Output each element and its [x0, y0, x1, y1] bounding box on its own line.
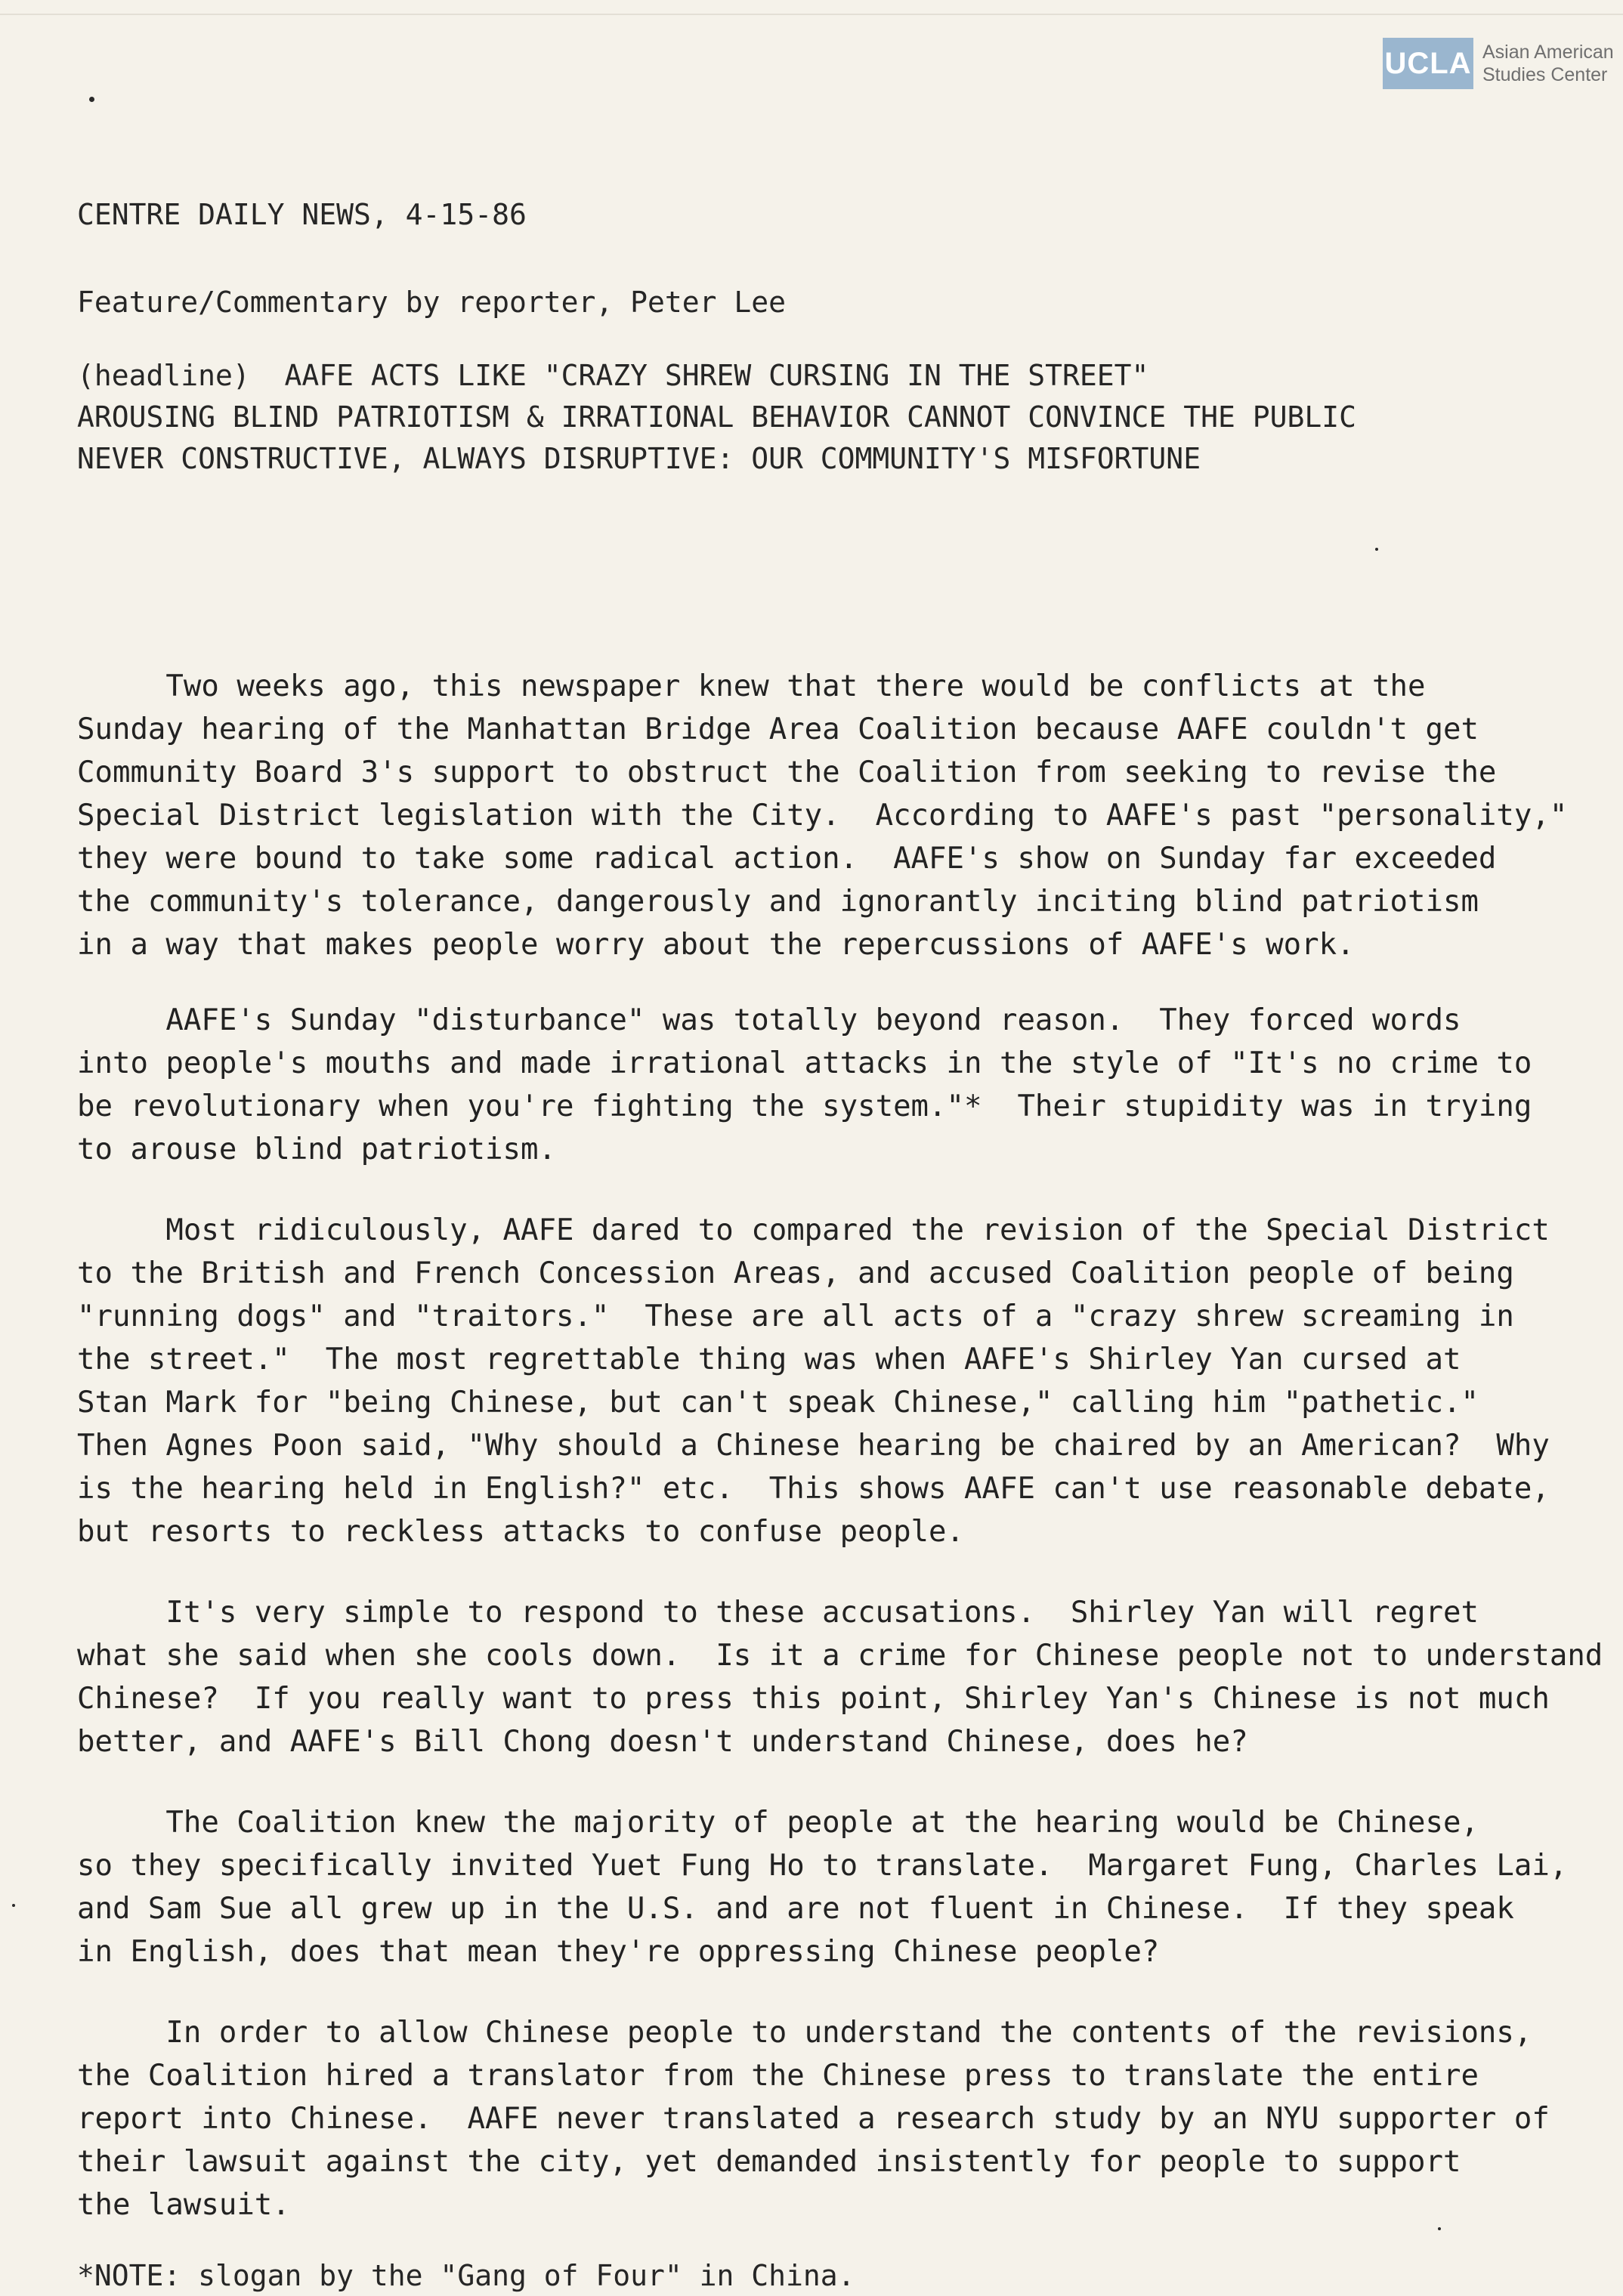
text-line: The Coalition knew the majority of people at the hearing would be Chinese, [77, 1806, 1479, 1840]
text-line: It's very simple to respond to these accusations. Shirley Yan will regret [77, 1596, 1479, 1630]
text-line: and Sam Sue all grew up in the U.S. and are not fluent in Chinese. If they speak [77, 1892, 1514, 1926]
text-line: AAFE's Sunday "disturbance" was totally beyond reason. They forced words [77, 1003, 1461, 1037]
text-line: but resorts to reckless attacks to confuse people. [77, 1515, 964, 1549]
center-name-line-1: Asian American [1482, 42, 1614, 63]
text-line: is the hearing held in English?" etc. This shows AAFE can't use reasonable debate, [77, 1472, 1550, 1506]
text-line: the street." The most regrettable thing was when AAFE's Shirley Yan cursed at [77, 1343, 1461, 1377]
text-line: In order to allow Chinese people to understand the contents of the revisions, [77, 2016, 1532, 2050]
text-line: Most ridiculously, AAFE dared to compared the revision of the Special District [77, 1213, 1550, 1247]
text-line: Then Agnes Poon said, "Why should a Chinese hearing be chaired by an American? Why [77, 1429, 1550, 1463]
text-line: they were bound to take some radical action. AAFE's show on Sunday far exceeded [77, 842, 1497, 876]
ink-speck [1438, 2227, 1441, 2230]
byline: Feature/Commentary by reporter, Peter Lee [77, 286, 786, 319]
headline-line-1: (headline) AAFE ACTS LIKE "CRAZY SHREW CURSING IN THE STREET" [77, 359, 1149, 392]
text-line: the lawsuit. [77, 2188, 290, 2222]
source-line: CENTRE DAILY NEWS, 4-15-86 [77, 198, 527, 231]
text-line: into people's mouths and made irrational attacks in the style of "It's no crime to [77, 1046, 1532, 1080]
text-line: to arouse blind patriotism. [77, 1133, 556, 1167]
footnote: *NOTE: slogan by the "Gang of Four" in China. [77, 2259, 855, 2292]
text-line: in a way that makes people worry about the repercussions of AAFE's work. [77, 928, 1355, 962]
ink-speck [89, 97, 94, 102]
text-line: Two weeks ago, this newspaper knew that there would be conflicts at the [77, 669, 1426, 703]
text-line: Stan Mark for "being Chinese, but can't speak Chinese," calling him "pathetic." [77, 1386, 1479, 1420]
text-line: "running dogs" and "traitors." These are all acts of a "crazy shrew screaming in [77, 1299, 1514, 1333]
text-line: to the British and French Concession Areas, and accused Coalition people of being [77, 1256, 1514, 1290]
text-line: better, and AAFE's Bill Chong doesn't understand Chinese, does he? [77, 1725, 1248, 1759]
body-paragraph-3 [77, 1209, 1558, 1553]
body-paragraph-6 [77, 2011, 1558, 2226]
center-name-line-2: Studies Center [1482, 64, 1608, 85]
body-paragraph-1 [77, 665, 1568, 966]
ucla-logo: UCLA [1383, 38, 1473, 89]
headline-line-2: AROUSING BLIND PATRIOTISM & IRRATIONAL BEHAVIOR CANNOT CONVINCE THE PUBLIC [77, 400, 1356, 434]
text-line: the community's tolerance, dangerously and ignorantly inciting blind patriotism [77, 885, 1479, 919]
page-edge-rule [0, 14, 1623, 15]
ink-speck [12, 1904, 15, 1907]
text-line: what she said when she cools down. Is it a crime for Chinese people not to understand [77, 1639, 1603, 1673]
text-line: their lawsuit against the city, yet demanded insistently for people to support [77, 2145, 1461, 2179]
text-line: the Coalition hired a translator from the Chinese press to translate the entire [77, 2059, 1479, 2093]
text-line: Sunday hearing of the Manhattan Bridge Area Coalition because AAFE couldn't get [77, 712, 1479, 746]
text-line: so they specifically invited Yuet Fung Ho to translate. Margaret Fung, Charles Lai, [77, 1849, 1568, 1883]
body-paragraph-5 [77, 1801, 1568, 1973]
text-line: Chinese? If you really want to press this point, Shirley Yan's Chinese is not much [77, 1682, 1550, 1716]
body-paragraph-4 [77, 1591, 1603, 1763]
ink-speck [1375, 548, 1378, 551]
text-line: in English, does that mean they're oppressing Chinese people? [77, 1935, 1160, 1969]
text-line: Community Board 3's support to obstruct the Coalition from seeking to revise the [77, 756, 1497, 790]
center-name [1482, 41, 1614, 86]
text-line: be revolutionary when you're fighting the system."* Their stupidity was in trying [77, 1089, 1532, 1123]
text-line: report into Chinese. AAFE never translated a research study by an NYU supporter of [77, 2102, 1550, 2136]
body-paragraph-2 [77, 999, 1558, 1171]
text-line: Special District legislation with the City. According to AAFE's past "personality," [77, 799, 1568, 833]
headline-line-3: NEVER CONSTRUCTIVE, ALWAYS DISRUPTIVE: OUR COMMUNITY'S MISFORTUNE [77, 442, 1201, 475]
ucla-aasc-badge [1383, 38, 1614, 89]
